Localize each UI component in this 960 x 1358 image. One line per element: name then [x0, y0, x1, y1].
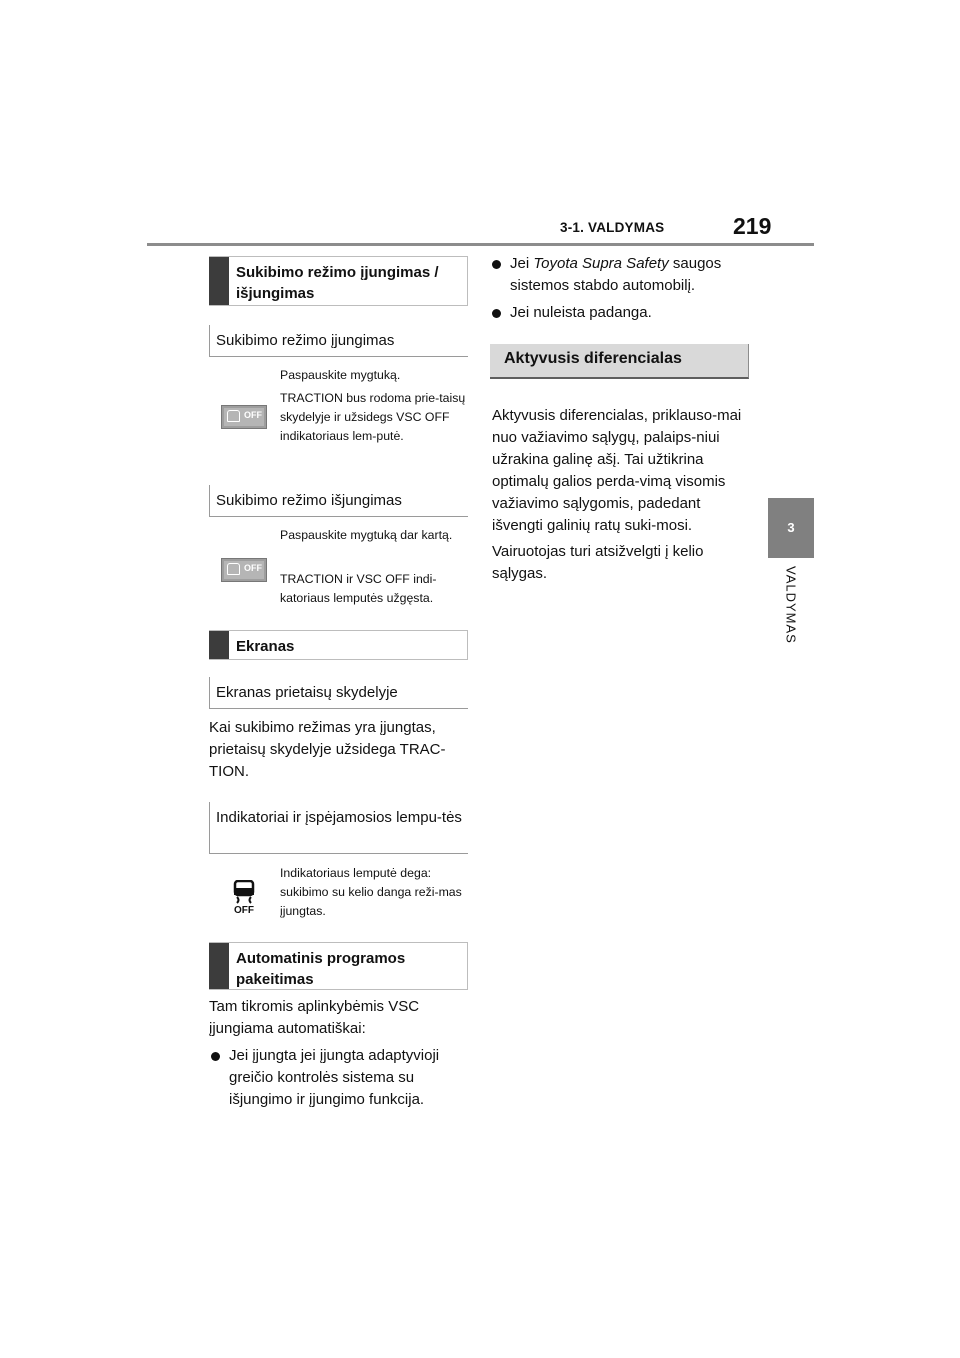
section-title: 3-1. VALDYMAS — [560, 220, 665, 235]
traction-off-step: Paspauskite mygtuką dar kartą. — [280, 528, 453, 542]
chapter-tab-label: VALDYMAS — [783, 566, 799, 644]
subheading-traction-on: Sukibimo režimo įjungimas — [209, 325, 468, 357]
indicator-description: Indikatoriaus lemputė dega: sukibimo su kelio danga reži-mas įjungtas. — [280, 866, 462, 918]
traction-on-result: TRACTION bus rodoma prie-taisų skydelyje ir užsidegs VSC OFF indikatoriaus lem-putė. — [280, 391, 466, 443]
heading-traction-mode: Sukibimo režimo įjungimas / išjungimas — [209, 256, 468, 306]
header-rule — [147, 243, 814, 246]
traction-off-button-icon: OFF — [221, 558, 267, 582]
heading-automatic-change: Automatinis programos pakeitimas — [209, 942, 468, 990]
subheading-indicators: Indikatoriai ir įspėjamosios lempu-tės — [209, 802, 468, 854]
svg-text:OFF: OFF — [234, 905, 254, 914]
driver-paragraph: Vairuotojas turi atsižvelgti į kelio sąlygas. — [492, 543, 704, 582]
chapter-tab: 3 — [768, 498, 814, 558]
subheading-traction-off: Sukibimo režimo išjungimas — [209, 485, 468, 517]
traction-off-button-icon: OFF — [221, 405, 267, 429]
page-number: 219 — [733, 213, 772, 239]
traction-off-indicator-icon — [231, 880, 257, 914]
traction-on-step: Paspauskite mygtuką. — [280, 368, 401, 382]
differential-paragraph: Aktyvusis diferencialas, priklauso-mai nuo važiavimo sąlygų, palaips-niui užrakina galinę ašį. Tai užtikrina optimalų galios perda-vimą visomis važiavimo sąlygomis, padedant išvengti galinių ratų suki-mosi. — [492, 407, 742, 534]
auto-change-paragraph: Tam tikromis aplinkybėmis VSC įjungiama automatiškai: — [209, 998, 420, 1037]
subheading-display: Ekranas prietaisų skydelyje — [209, 677, 468, 709]
heading-active-differential: Aktyvusis diferencialas — [490, 344, 749, 379]
heading-display: Ekranas — [209, 630, 468, 660]
traction-off-result: TRACTION ir VSC OFF indi-katoriaus lemputės užgęsta. — [280, 572, 437, 605]
display-paragraph: Kai sukibimo režimas yra įjungtas, prietaisų skydelyje užsidega TRAC-TION. — [209, 719, 446, 780]
